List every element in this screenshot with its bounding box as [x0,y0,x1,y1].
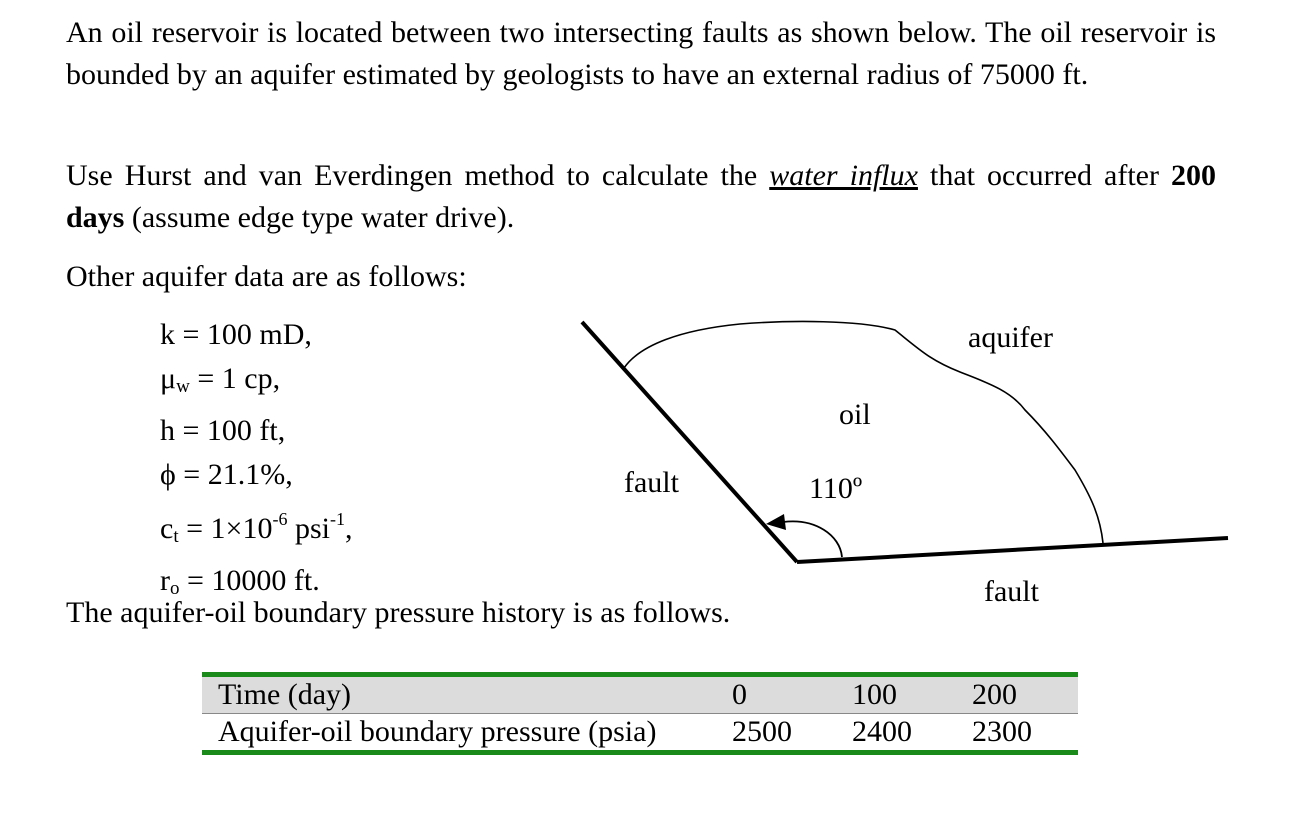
task-text-1: Use Hurst and van Everdingen method to calculate the [66,159,770,192]
left-fault-line [582,322,797,562]
var-tail: , [344,512,353,545]
var-unit-exponent: -1 [329,509,345,529]
var-value: = 10000 ft. [187,564,320,597]
var-symbol: μ [160,362,177,395]
angle-arrow-icon [766,514,786,530]
oil-label: oil [839,398,871,431]
pressure-history-table [202,672,1078,755]
var-symbol: k [160,318,175,351]
variable-ct [160,497,352,559]
variable-phi [160,453,352,497]
variable-list [160,313,352,611]
var-symbol: r [160,564,170,597]
fault-bottom-label: fault [984,575,1039,608]
table-cell: 200 [956,675,1078,714]
aquifer-label: aquifer [968,321,1053,354]
var-value: = 100 ft, [182,414,286,447]
fault-left-label: fault [624,466,679,499]
data-intro: Other aquifer data are as follows: [66,260,467,293]
aquifer-boundary-curve [624,322,1103,543]
table-cell: 2300 [972,715,1032,748]
angle-label: 110º [809,472,863,505]
variable-mu-w [160,357,352,409]
task-paragraph [66,155,1216,239]
variable-h [160,409,352,453]
var-symbol: c [160,512,174,545]
variable-k [160,313,352,357]
table-row [202,675,1078,714]
row-label: Time (day) [202,675,716,714]
table-cell: 100 [836,675,956,714]
reservoir-diagram [560,300,1260,620]
task-text-2: that occurred after [917,159,1172,192]
var-symbol: ϕ [160,458,176,491]
angle-arc [783,521,842,557]
var-value: = 1×10 [186,512,273,545]
var-value: = 1 cp, [197,362,281,395]
pressure-table [202,672,1078,755]
table-cell: 2500 [732,715,792,748]
table-cell: 0 [716,675,836,714]
duration-bold: 200 days [66,159,1217,234]
var-symbol: h [160,414,175,447]
var-subscript: t [173,526,179,547]
var-subscript: w [176,376,190,397]
table-row [202,714,1078,753]
bottom-fault-line [797,538,1228,562]
var-value: = 21.1%, [183,458,293,491]
var-subscript: o [170,578,180,599]
water-influx-emphasis: water influx [769,159,918,192]
var-value: = 100 mD, [182,318,312,351]
row-label: Aquifer-oil boundary pressure (psia) [218,715,657,748]
table-cell: 2400 [852,715,912,748]
intro-paragraph: An oil reservoir is located between two intersecting faults as shown below. The oil reservoir is bounded by an aquifer estimated by geologists to have an external radius of 75000 ft. [66,16,1216,91]
var-exponent: -6 [272,509,288,529]
var-unit: psi [287,512,330,545]
task-text-3: (assume edge type water drive). [124,201,515,234]
history-intro: The aquifer-oil boundary pressure history is as follows. [66,596,731,629]
